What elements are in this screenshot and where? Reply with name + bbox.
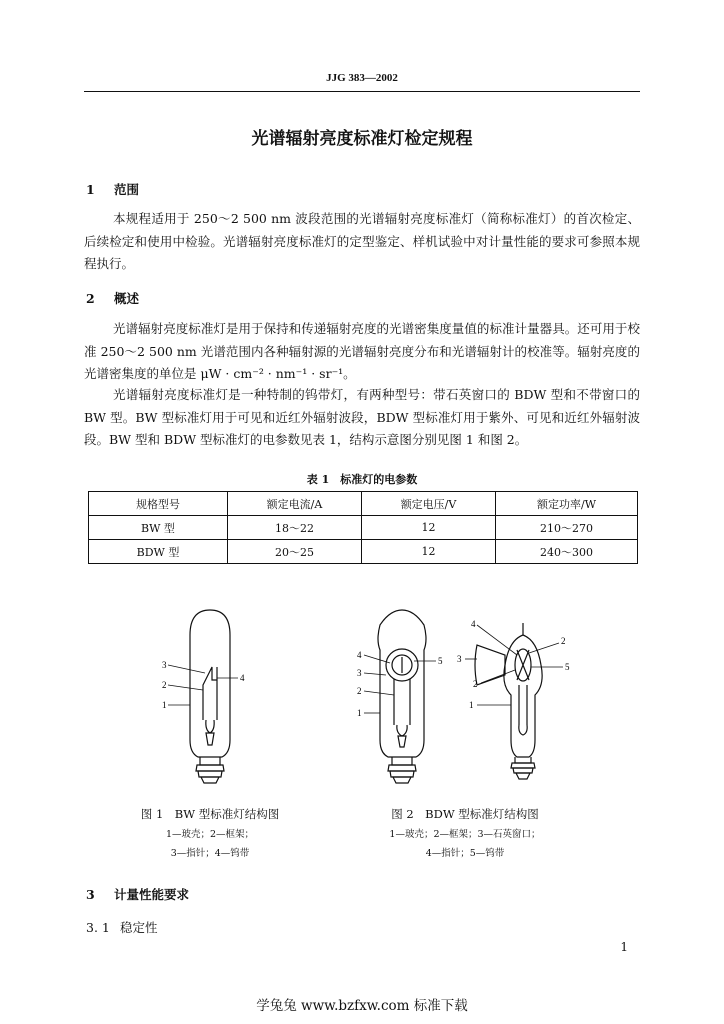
figure-1-caption: 图 1 BW 型标准灯结构图 — [140, 807, 280, 821]
table-header-cell: 规格型号 — [89, 492, 228, 516]
figure-2-caption: 图 2 BDW 型标准灯结构图 — [391, 807, 539, 821]
fig2-label-1: 1 — [357, 708, 362, 718]
fig2b-label-4: 4 — [471, 619, 476, 629]
subsection-number: 3. 1 — [86, 920, 110, 935]
document-code-header: JJG 383—2002 — [326, 72, 398, 84]
table-cell: 240～300 — [496, 540, 638, 564]
section-title: 范围 — [114, 182, 140, 197]
table-cell: 12 — [362, 516, 496, 540]
fig1-label-2: 2 — [162, 680, 167, 690]
table-header-cell: 额定功率/W — [496, 492, 638, 516]
table-header-cell: 额定电压/V — [362, 492, 496, 516]
bw-lamp-diagram — [150, 605, 260, 785]
section-1-heading — [86, 180, 139, 198]
fig2b-label-1: 1 — [469, 700, 474, 710]
section-1-paragraph: 本规程适用于 250～2 500 nm 波段范围的光谱辐射亮度标准灯（简称标准灯）的首次检定、后续检定和使用中检验。光谱辐射亮度标准灯的定型鉴定、样机试验中对计量性能的要求可参照本规程执行。 — [84, 211, 640, 271]
table-header-cell: 额定电流/A — [228, 492, 362, 516]
table-cell: 12 — [362, 540, 496, 564]
fig2-label-2: 2 — [357, 686, 362, 696]
document-title: 光谱辐射亮度标准灯检定规程 — [251, 129, 473, 149]
fig2b-label-5: 5 — [565, 662, 570, 672]
header-rule — [84, 91, 640, 92]
bdw-lamp-side-diagram — [455, 615, 580, 785]
electrical-parameters-table — [88, 491, 638, 564]
section-2-paragraph-2: 光谱辐射亮度标准灯是一种特制的钨带灯，有两种型号：带石英窗口的 BDW 型和不带窗口的 BW 型。BW 型标准灯用于可见和近红外辐射波段，BDW 型标准灯用于紫外、可见和近红外辐射波段。BW 型和 BDW 型标准灯的电参数见表 1，结构示意图分别见图 1 和图 2。 — [84, 387, 640, 447]
section-2-paragraph-1: 光谱辐射亮度标准灯是用于保持和传递辐射亮度的光谱密集度量值的标准计量器具。还可用于校准 250～2 500 nm 光谱范围内各种辐射源的光谱辐射亮度分布和光谱辐射计的校准等。辐射亮度的光谱密集度的单位是 μW · cm⁻² · nm⁻¹ · sr⁻¹。 — [84, 321, 640, 381]
fig2b-label-2b: 2 — [561, 636, 566, 646]
table-header-row — [89, 492, 638, 516]
subsection-3-1-heading — [86, 918, 158, 936]
table-row — [89, 516, 638, 540]
subsection-title: 稳定性 — [120, 920, 158, 935]
fig2b-label-3: 3 — [457, 654, 462, 664]
table-row — [89, 540, 638, 564]
section-number: 1 — [86, 182, 95, 197]
section-3-heading — [86, 885, 189, 903]
table-cell: 20～25 — [228, 540, 362, 564]
section-title: 计量性能要求 — [114, 887, 190, 902]
bdw-lamp-front-diagram — [350, 605, 455, 785]
figure-2-legend-line-1: 1—玻壳；2—框架；3—石英窗口； — [389, 829, 541, 840]
figure-1-legend-line-2: 3—指针；4—钨带 — [170, 848, 250, 859]
table-cell: 18～22 — [228, 516, 362, 540]
table-caption: 表 1 标准灯的电参数 — [306, 473, 418, 486]
fig2-label-4: 4 — [357, 650, 362, 660]
fig1-label-3: 3 — [162, 660, 167, 670]
section-number: 2 — [86, 291, 95, 306]
fig2-label-3: 3 — [357, 668, 362, 678]
fig1-label-4: 4 — [240, 673, 245, 683]
figure-1-legend-line-1: 1—玻壳；2—框架； — [165, 829, 255, 840]
table-cell: 210～270 — [496, 516, 638, 540]
page-number: 1 — [620, 940, 628, 954]
watermark-footer: 学兔兔 www.bzfxw.com 标准下载 — [256, 998, 468, 1014]
table-cell: BDW 型 — [89, 540, 228, 564]
figure-2-legend-line-2: 4—指针；5—钨带 — [425, 848, 505, 859]
fig1-label-1: 1 — [162, 700, 167, 710]
table-cell: BW 型 — [89, 516, 228, 540]
section-2-heading — [86, 289, 139, 307]
fig2-label-5: 5 — [438, 656, 443, 666]
section-number: 3 — [86, 887, 95, 902]
section-title: 概述 — [114, 291, 140, 306]
fig2b-label-2: 2 — [473, 679, 478, 689]
